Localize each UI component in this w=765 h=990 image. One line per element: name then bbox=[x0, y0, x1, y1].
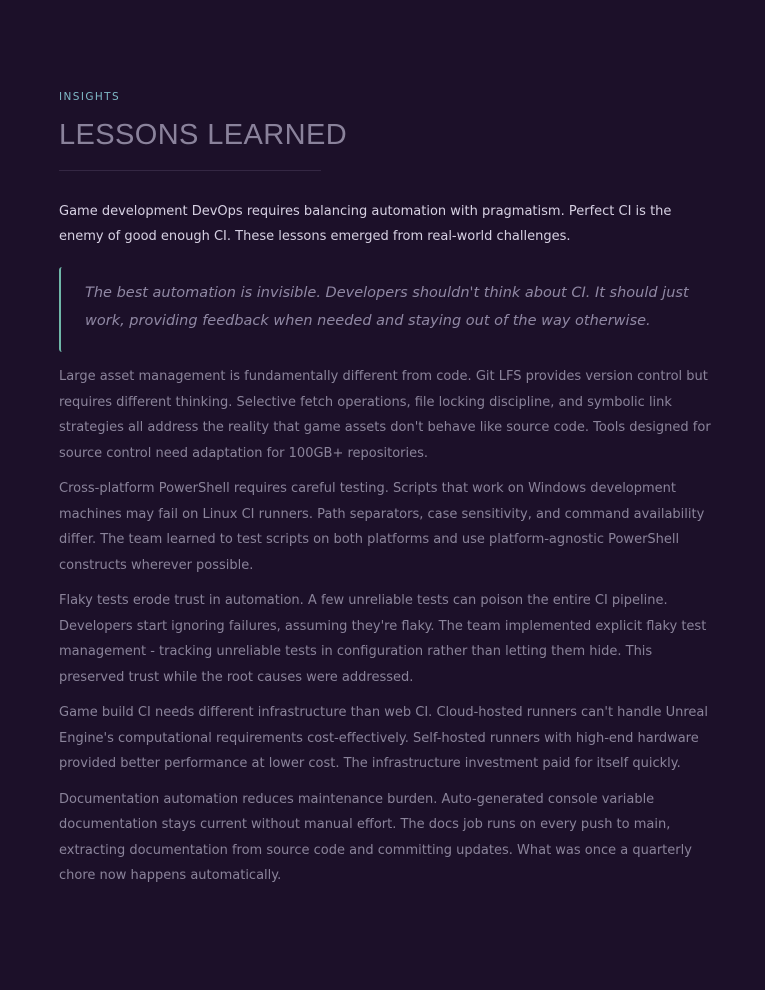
pull-quote-text: The best automation is invisible. Developers shouldn't think about CI. It should just work, providing feedback when needed and staying out of the way otherwise. bbox=[85, 285, 689, 329]
body-paragraph-documentation: Documentation automation reduces maintenance burden. Auto-generated console variable documentation stays current without manual effort. The docs job runs on every push to main, extracting documentation from source code and committing updates. What was once a quarterly chore now happens automatically. bbox=[59, 791, 692, 883]
pull-quote bbox=[59, 267, 713, 352]
body-paragraph-infrastructure: Game build CI needs different infrastructure than web CI. Cloud-hosted runners can't handle Unreal Engine's computational requirements cost-effectively. Self-hosted runners with high-end hardware provided better performance at lower cost. The infrastructure investment paid for itself quickly. bbox=[59, 705, 709, 771]
page-title: LESSONS LEARNED bbox=[59, 119, 348, 151]
body-paragraph-cross-platform: Cross-platform PowerShell requires careful testing. Scripts that work on Windows development machines may fail on Linux CI runners. Path separators, case sensitivity, and command availability differ. The team learned to test scripts on both platforms and use platform-agnostic PowerShell constructs wherever possible. bbox=[59, 481, 705, 573]
body-paragraph-flaky-tests: Flaky tests erode trust in automation. A few unreliable tests can poison the entire CI pipeline. Developers start ignoring failures, assuming they're flaky. The team implemented explicit flaky test management - tracking unreliable tests in configuration rather than letting them hide. This preserved trust while the root causes were addressed. bbox=[59, 593, 707, 685]
intro-paragraph: Game development DevOps requires balancing automation with pragmatism. Perfect CI is the enemy of good enough CI. These lessons emerged from real-world challenges. bbox=[59, 204, 672, 244]
body-paragraph-asset-management: Large asset management is fundamentally different from code. Git LFS provides version control but requires different thinking. Selective fetch operations, file locking discipline, and symbolic link strategies all address the reality that game assets don't behave like source code. Tools designed for source control need adaptation for 100GB+ repositories. bbox=[59, 369, 711, 461]
section-eyebrow: INSIGHTS bbox=[59, 91, 121, 103]
title-divider bbox=[59, 170, 321, 171]
